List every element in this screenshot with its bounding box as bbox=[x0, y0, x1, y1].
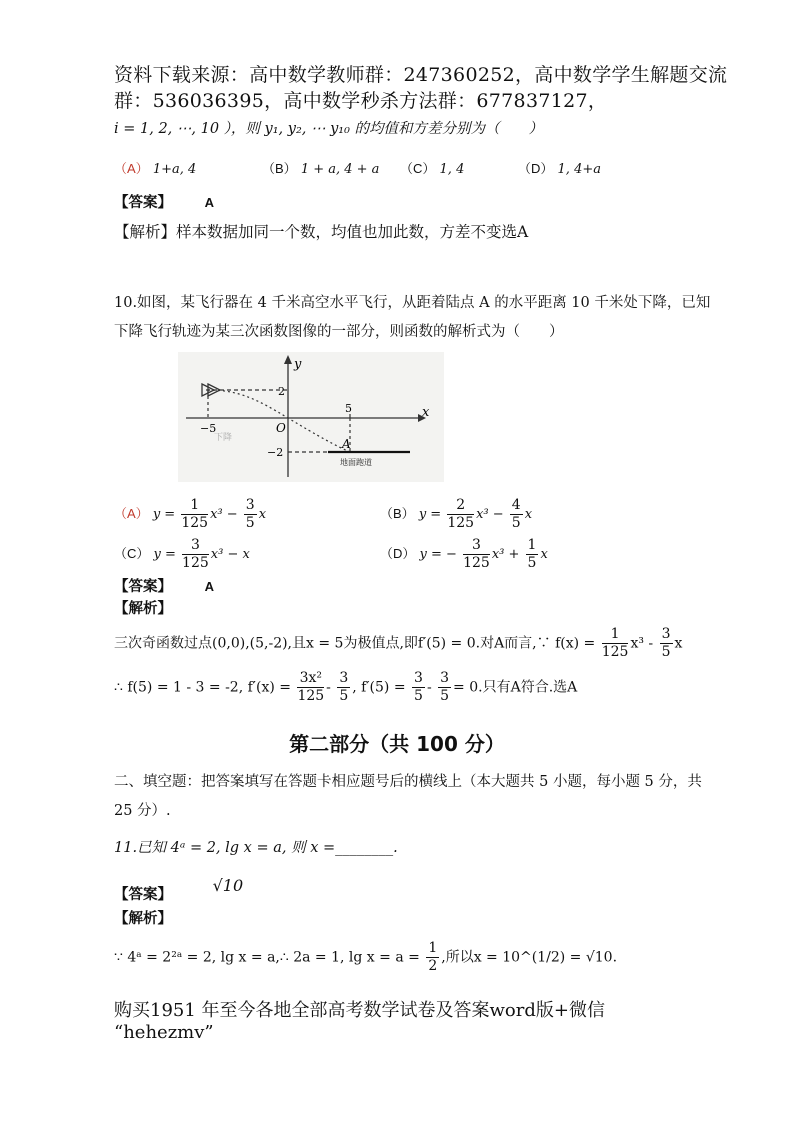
option-lhs: y = − bbox=[419, 547, 457, 562]
analysis-text: - bbox=[326, 679, 331, 696]
origin-label: O bbox=[276, 421, 286, 435]
option-end: x bbox=[258, 507, 267, 522]
faint-figure-text: 下降 bbox=[214, 433, 233, 443]
fill-in-intro-line1: 二、填空题：把答案填写在答题卡相应题号后的横线上（本大题共 5 小题，每小题 5 分，共 bbox=[114, 774, 702, 790]
fraction-num: 3 bbox=[440, 670, 450, 686]
q9-analysis bbox=[114, 220, 528, 242]
fraction-num: 3 bbox=[182, 537, 209, 555]
fraction-num: 3 bbox=[661, 626, 671, 642]
q10-option-a bbox=[114, 497, 266, 532]
option-label: （A） bbox=[114, 506, 149, 521]
option-value: 1+a, 4 bbox=[152, 162, 197, 177]
q10-analysis-line2 bbox=[114, 670, 577, 705]
analysis-text: x bbox=[674, 635, 683, 652]
analysis-text: - bbox=[426, 679, 432, 696]
fraction-num: 2 bbox=[447, 497, 474, 515]
tick-neg5-label: −5 bbox=[200, 422, 217, 435]
option-value: 1 + a, 4 + a bbox=[300, 162, 380, 177]
q10-stem-line2: 下降飞行轨迹为某三次函数图像的一部分，则函数的解析式为（ ） bbox=[114, 324, 564, 340]
fraction-den: 5 bbox=[440, 688, 450, 704]
option-label: （C） bbox=[114, 546, 150, 561]
answer-value: A bbox=[204, 195, 214, 210]
answer-tag: 【答案】 bbox=[114, 578, 172, 595]
fraction-den: 5 bbox=[414, 688, 423, 704]
fraction-num: 3 bbox=[339, 670, 349, 686]
answer-value: √10 bbox=[212, 876, 244, 895]
analysis-tag: 【解析】 bbox=[114, 223, 177, 241]
answer-tag: 【答案】 bbox=[114, 886, 172, 903]
analysis-text: ∴ f(5) = 1 - 3 = -2, f′(x) = bbox=[114, 679, 291, 696]
footer-line1: 购买1951 年至今各地全部高考数学试卷及答案word版+微信 bbox=[114, 1000, 605, 1021]
option-mid: x³ − x bbox=[210, 547, 250, 562]
option-label: （D） bbox=[380, 546, 416, 561]
fraction-den: 5 bbox=[661, 644, 671, 660]
fraction-den: 125 bbox=[463, 555, 490, 571]
option-mid: x³ − bbox=[210, 507, 238, 522]
q10-stem-line1: 10.如图，某飞行器在 4 千米高空水平飞行，从距着陆点 A 的水平距离 10 千米处下降，已知 bbox=[114, 295, 711, 311]
option-mid: x³ − bbox=[476, 507, 504, 522]
q9-option-c bbox=[400, 158, 464, 177]
y-axis-arrow bbox=[284, 355, 292, 364]
option-lhs: y = bbox=[153, 547, 176, 562]
trajectory-graph bbox=[178, 352, 444, 482]
analysis-text: x³ - bbox=[630, 635, 654, 652]
tick-neg2-label: −2 bbox=[267, 446, 284, 459]
fraction-den: 125 bbox=[447, 515, 475, 531]
y-axis-label: y bbox=[294, 357, 302, 372]
fraction-den: 5 bbox=[339, 688, 349, 704]
fraction-den: 5 bbox=[527, 555, 537, 571]
point-a-label: A bbox=[342, 437, 351, 451]
q10-option-d bbox=[380, 537, 548, 572]
q11-answer bbox=[114, 876, 244, 904]
x-axis-label: x bbox=[422, 405, 430, 420]
fraction-num: 1 bbox=[181, 497, 208, 515]
q9-option-b bbox=[262, 158, 379, 177]
fraction-num: 4 bbox=[511, 497, 521, 513]
fraction-num: 3 bbox=[245, 497, 255, 513]
source-header-line1: 资料下载来源：高中数学教师群：247360252，高中数学学生解题交流 bbox=[114, 64, 728, 86]
option-label: （C） bbox=[400, 161, 436, 176]
option-mid: x³ + bbox=[491, 547, 520, 562]
footer-line2: “hehezmv” bbox=[114, 1022, 214, 1043]
analysis-text: 样本数据加同一个数，均值也加此数，方差不变选A bbox=[176, 223, 529, 241]
fill-in-intro-line2: 25 分）. bbox=[114, 803, 171, 819]
option-label: （B） bbox=[380, 506, 415, 521]
q11-stem: 11.已知 4ᵃ = 2, lg x = a, 则 x =________. bbox=[114, 840, 398, 856]
analysis-text: = 0.只有A符合.选A bbox=[453, 679, 578, 696]
fraction-den: 5 bbox=[245, 515, 255, 531]
analysis-text: 三次奇函数过点(0,0),(5,-2),且x = 5为极值点,即f′(5) = 0.对A而言,∵ f(x) = bbox=[114, 635, 596, 652]
analysis-text: , f′(5) = bbox=[352, 679, 406, 696]
q10-option-c bbox=[114, 537, 250, 572]
fraction-num: 1 bbox=[428, 940, 438, 956]
tick-5-label: 5 bbox=[345, 402, 352, 415]
option-label: （A） bbox=[114, 161, 149, 176]
fraction-den: 2 bbox=[428, 958, 438, 974]
q9-option-d bbox=[518, 158, 601, 177]
tick-2-label: 2 bbox=[278, 385, 285, 398]
option-end: x bbox=[540, 547, 548, 562]
fraction-den: 125 bbox=[297, 688, 325, 704]
answer-tag: 【答案】 bbox=[114, 194, 172, 211]
q9-stem: i = 1, 2, ⋯, 10 ），则 y₁, y₂, ⋯ y₁₀ 的均值和方差分别为（ ） bbox=[114, 121, 544, 137]
q10-analysis-line1 bbox=[114, 626, 682, 661]
q11-analysis bbox=[114, 940, 617, 975]
analysis-text: ∵ 4ᵃ = 2²ᵃ = 2, lg x = a,∴ 2a = 1, lg x = a = bbox=[114, 949, 420, 966]
source-header-line2: 群：536036395，高中数学秒杀方法群：677837127， bbox=[114, 90, 608, 112]
q10-answer bbox=[114, 575, 214, 596]
fraction-den: 125 bbox=[182, 555, 209, 571]
part-two-title: 第二部分（共 100 分） bbox=[289, 732, 505, 756]
q9-option-a bbox=[114, 158, 196, 177]
answer-value: A bbox=[204, 579, 214, 594]
option-lhs: y = bbox=[152, 507, 176, 522]
fraction-num: 3 bbox=[463, 537, 490, 555]
analysis-text: ,所以x = 10^(1/2) = √10. bbox=[441, 949, 618, 966]
q10-option-b bbox=[380, 497, 532, 532]
fraction-num: 3x² bbox=[297, 670, 324, 688]
fraction-num: 1 bbox=[527, 537, 537, 553]
option-end: x bbox=[524, 507, 533, 522]
q11-analysis-tag: 【解析】 bbox=[114, 910, 172, 927]
fraction-den: 125 bbox=[601, 644, 629, 660]
fraction-num: 1 bbox=[602, 626, 629, 644]
fraction-den: 125 bbox=[181, 515, 209, 531]
q10-analysis-tag: 【解析】 bbox=[114, 600, 172, 617]
option-value: 1, 4 bbox=[439, 162, 465, 177]
fraction-num: 3 bbox=[414, 670, 423, 686]
q9-answer bbox=[114, 191, 214, 212]
trajectory-figure bbox=[178, 352, 444, 482]
fraction-den: 5 bbox=[511, 515, 521, 531]
option-label: （B） bbox=[262, 161, 297, 176]
option-value: 1, 4+a bbox=[557, 162, 601, 177]
runway-label: 地面跑道 bbox=[340, 458, 372, 467]
option-label: （D） bbox=[518, 161, 554, 176]
option-lhs: y = bbox=[418, 507, 442, 522]
